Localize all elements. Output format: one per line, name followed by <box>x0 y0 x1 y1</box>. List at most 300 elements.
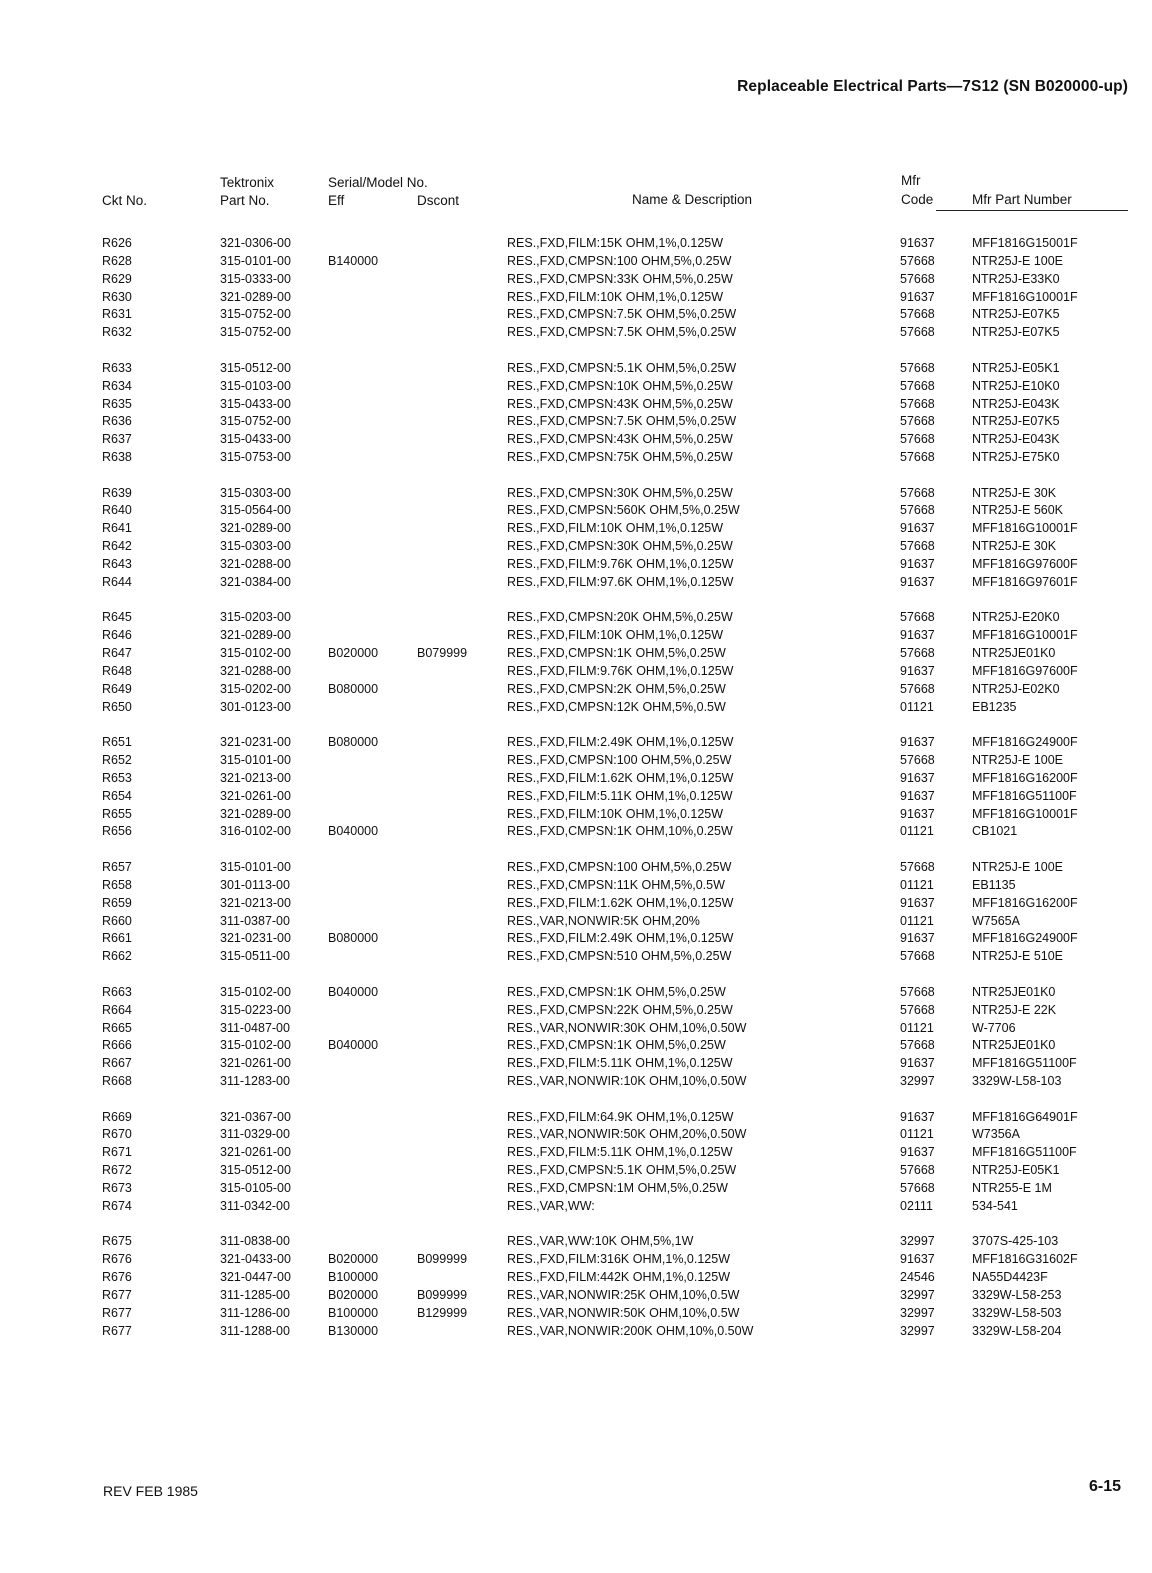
mfr-code: 57668 <box>900 307 935 322</box>
part-no: 321-0261-00 <box>220 1056 291 1071</box>
mfr-part-number: NTR25J-E33K0 <box>972 271 1060 286</box>
mfr-part-number: MFF1816G16200F <box>972 895 1078 910</box>
ckt-no: R633 <box>102 360 132 375</box>
ckt-no: R648 <box>102 663 132 678</box>
part-no: 311-1285-00 <box>220 1287 290 1302</box>
table-row <box>0 486 1152 504</box>
ckt-no: R628 <box>102 253 132 268</box>
part-no: 315-0103-00 <box>220 378 291 393</box>
table-row <box>0 682 1152 700</box>
mfr-part-number: MFF1816G51100F <box>972 1056 1077 1071</box>
ckt-no: R637 <box>102 432 132 447</box>
mfr-part-number: NA55D4423F <box>972 1270 1048 1285</box>
ckt-no: R662 <box>102 949 132 964</box>
serial-eff: B020000 <box>328 646 379 661</box>
mfr-part-number: MFF1816G51100F <box>972 1145 1077 1160</box>
mfr-part-number: NTR25J-E043K <box>972 396 1060 411</box>
mfr-part-number: NTR25J-E 100E <box>972 753 1064 768</box>
col-header-tektronix: Tektronix <box>220 175 275 190</box>
mfr-code: 32997 <box>900 1234 935 1249</box>
mfr-code: 57668 <box>900 539 935 554</box>
table-row <box>0 628 1152 646</box>
mfr-code: 57668 <box>900 325 935 340</box>
ckt-no: R645 <box>102 610 132 625</box>
mfr-code: 57668 <box>900 1002 935 1017</box>
table-row <box>0 254 1152 272</box>
mfr-part-number: NTR25JE01K0 <box>972 1038 1056 1053</box>
description: RES.,FXD,CMPSN:1K OHM,5%,0.25W <box>507 646 726 661</box>
ckt-no: R646 <box>102 628 132 643</box>
ckt-no: R671 <box>102 1145 132 1160</box>
serial-eff: B040000 <box>328 1038 379 1053</box>
mfr-part-number: MFF1816G10001F <box>972 521 1078 536</box>
description: RES.,FXD,CMPSN:75K OHM,5%,0.25W <box>507 450 733 465</box>
table-row <box>0 1074 1152 1092</box>
mfr-part-number: NTR25J-E07K5 <box>972 307 1060 322</box>
description: RES.,FXD,FILM:10K OHM,1%,0.125W <box>507 806 724 821</box>
table-row <box>0 789 1152 807</box>
mfr-part-number: W7565A <box>972 913 1020 928</box>
serial-eff: B100000 <box>328 1305 379 1320</box>
description: RES.,FXD,CMPSN:1K OHM,10%,0.25W <box>507 824 733 839</box>
description: RES.,FXD,CMPSN:5.1K OHM,5%,0.25W <box>507 360 737 375</box>
part-no: 321-0261-00 <box>220 1145 291 1160</box>
description: RES.,FXD,FILM:10K OHM,1%,0.125W <box>507 628 724 643</box>
mfr-code: 01121 <box>900 913 934 928</box>
ckt-no: R649 <box>102 681 132 696</box>
part-no: 321-0367-00 <box>220 1109 291 1124</box>
mfr-code: 57668 <box>900 610 935 625</box>
ckt-no: R669 <box>102 1109 132 1124</box>
serial-eff: B080000 <box>328 681 379 696</box>
table-row <box>0 450 1152 468</box>
description: RES.,FXD,CMPSN:22K OHM,5%,0.25W <box>507 1002 733 1017</box>
part-no: 315-0512-00 <box>220 1163 291 1178</box>
table-row <box>0 379 1152 397</box>
part-no: 315-0333-00 <box>220 271 291 286</box>
table-row <box>0 432 1152 450</box>
mfr-part-number: NTR25J-E 560K <box>972 503 1064 518</box>
part-no: 315-0752-00 <box>220 325 291 340</box>
ckt-no: R629 <box>102 271 132 286</box>
table-row <box>0 272 1152 290</box>
ckt-no: R667 <box>102 1056 132 1071</box>
mfr-code: 57668 <box>900 681 935 696</box>
description: RES.,FXD,FILM:1.62K OHM,1%,0.125W <box>507 895 734 910</box>
serial-eff: B040000 <box>328 984 379 999</box>
mfr-code: 57668 <box>900 1163 935 1178</box>
description: RES.,FXD,FILM:5.11K OHM,1%,0.125W <box>507 1056 733 1071</box>
ckt-no: R657 <box>102 860 132 874</box>
description: RES.,FXD,CMPSN:30K OHM,5%,0.25W <box>507 485 733 500</box>
part-no: 315-0102-00 <box>220 1038 291 1053</box>
ckt-no: R640 <box>102 503 132 518</box>
ckt-no: R650 <box>102 699 132 714</box>
ckt-no: R631 <box>102 307 132 322</box>
ckt-no: R653 <box>102 770 132 785</box>
mfr-code: 57668 <box>900 1038 935 1053</box>
mfr-part-number: NTR255-E 1M <box>972 1181 1052 1195</box>
serial-eff: B080000 <box>328 735 379 750</box>
table-row <box>0 1306 1152 1324</box>
mfr-code: 57668 <box>900 360 935 375</box>
description: RES.,FXD,CMPSN:100 OHM,5%,0.25W <box>507 753 732 768</box>
description: RES.,FXD,FILM:442K OHM,1%,0.125W <box>507 1270 730 1285</box>
description: RES.,FXD,CMPSN:43K OHM,5%,0.25W <box>507 432 733 447</box>
ckt-no: R638 <box>102 450 132 465</box>
page-number: 6-15 <box>1089 1478 1122 1495</box>
mfr-code: 57668 <box>900 485 935 500</box>
mfr-code: 57668 <box>900 414 935 429</box>
ckt-no: R652 <box>102 753 132 768</box>
table-row <box>0 1003 1152 1021</box>
mfr-code: 91637 <box>900 557 935 571</box>
ckt-no: R658 <box>102 877 132 892</box>
description: RES.,VAR,NONWIR:25K OHM,10%,0.5W <box>507 1287 740 1302</box>
mfr-code: 91637 <box>900 628 935 643</box>
col-header-dscont: Dscont <box>417 193 460 208</box>
mfr-code: 91637 <box>900 770 935 785</box>
mfr-code: 57668 <box>900 396 935 411</box>
table-row <box>0 1199 1152 1217</box>
mfr-code: 91637 <box>900 289 935 304</box>
mfr-code: 57668 <box>900 450 935 465</box>
ckt-no: R647 <box>102 646 132 661</box>
description: RES.,FXD,FILM:97.6K OHM,1%,0.125W <box>507 574 734 589</box>
description: RES.,VAR,NONWIR:200K OHM,10%,0.50W <box>507 1323 754 1338</box>
part-no: 315-0433-00 <box>220 432 291 447</box>
part-no: 311-0487-00 <box>220 1020 290 1035</box>
part-no: 315-0752-00 <box>220 414 291 429</box>
mfr-code: 57668 <box>900 271 935 286</box>
ckt-no: R651 <box>102 735 132 750</box>
ckt-no: R626 <box>102 236 132 250</box>
mfr-part-number: NTR25J-E 100E <box>972 860 1064 874</box>
description: RES.,VAR,NONWIR:5K OHM,20% <box>507 913 700 928</box>
serial-dscont: B079999 <box>417 646 468 661</box>
mfr-part-number: MFF1816G64901F <box>972 1109 1078 1124</box>
description: RES.,VAR,NONWIR:10K OHM,10%,0.50W <box>507 1074 747 1089</box>
mfr-part-number: 3329W-L58-204 <box>972 1323 1062 1338</box>
table-row <box>0 949 1152 967</box>
table-row <box>0 1163 1152 1181</box>
table-row <box>0 414 1152 432</box>
serial-dscont: B099999 <box>417 1287 468 1302</box>
mfr-code: 01121 <box>900 1127 934 1142</box>
part-no: 316-0102-00 <box>220 824 291 839</box>
part-no: 315-0303-00 <box>220 485 291 500</box>
mfr-part-number: NTR25J-E10K0 <box>972 378 1060 393</box>
part-no: 315-0101-00 <box>220 253 291 268</box>
mfr-part-number: NTR25JE01K0 <box>972 646 1056 661</box>
table-row <box>0 361 1152 379</box>
mfr-part-number: W7356A <box>972 1127 1020 1142</box>
ckt-no: R664 <box>102 1002 132 1017</box>
part-no: 321-0289-00 <box>220 289 291 304</box>
part-no: 315-0102-00 <box>220 984 291 999</box>
part-no: 321-0213-00 <box>220 770 291 785</box>
mfr-part-number: NTR25J-E07K5 <box>972 325 1060 340</box>
table-row <box>0 931 1152 949</box>
mfr-code: 57668 <box>900 984 935 999</box>
description: RES.,FXD,FILM:10K OHM,1%,0.125W <box>507 521 724 536</box>
mfr-part-number: NTR25J-E05K1 <box>972 360 1060 375</box>
table-row <box>0 1145 1152 1163</box>
mfr-part-number: EB1135 <box>972 877 1016 892</box>
serial-eff: B100000 <box>328 1270 379 1285</box>
mfr-part-number: MFF1816G10001F <box>972 628 1078 643</box>
part-no: 311-1288-00 <box>220 1323 290 1338</box>
description: RES.,FXD,CMPSN:20K OHM,5%,0.25W <box>507 610 733 625</box>
mfr-code: 91637 <box>900 236 935 250</box>
mfr-code: 57668 <box>900 753 935 768</box>
table-row <box>0 575 1152 593</box>
mfr-code: 01121 <box>900 699 934 714</box>
description: RES.,FXD,FILM:1.62K OHM,1%,0.125W <box>507 770 734 785</box>
ckt-no: R675 <box>102 1234 132 1249</box>
mfr-part-number: MFF1816G97600F <box>972 557 1078 571</box>
part-no: 321-0231-00 <box>220 931 291 946</box>
mfr-code: 91637 <box>900 806 935 821</box>
description: RES.,VAR,NONWIR:30K OHM,10%,0.50W <box>507 1020 747 1035</box>
table-row <box>0 914 1152 932</box>
table-row <box>0 1288 1152 1306</box>
table-row <box>0 1181 1152 1199</box>
mfr-part-number: MFF1816G10001F <box>972 289 1078 304</box>
serial-eff: B080000 <box>328 931 379 946</box>
description: RES.,FXD,FILM:2.49K OHM,1%,0.125W <box>507 931 734 946</box>
mfr-code: 32997 <box>900 1074 935 1089</box>
mfr-part-number: NTR25J-E05K1 <box>972 1163 1060 1178</box>
mfr-part-number: CB1021 <box>972 824 1018 839</box>
mfr-code: 02111 <box>900 1198 933 1213</box>
table-row <box>0 325 1152 343</box>
description: RES.,FXD,FILM:15K OHM,1%,0.125W <box>507 236 724 250</box>
mfr-part-number: MFF1816G15001F <box>972 236 1078 250</box>
table-row <box>0 236 1152 254</box>
table-row <box>0 539 1152 557</box>
table-row <box>0 307 1152 325</box>
mfr-code: 01121 <box>900 824 934 839</box>
table-row <box>0 771 1152 789</box>
mfr-part-number: NTR25J-E75K0 <box>972 450 1060 465</box>
mfr-code: 57668 <box>900 646 935 661</box>
description: RES.,VAR,NONWIR:50K OHM,10%,0.5W <box>507 1305 740 1320</box>
ckt-no: R668 <box>102 1074 132 1089</box>
description: RES.,FXD,FILM:9.76K OHM,1%,0.125W <box>507 557 734 571</box>
table-row <box>0 896 1152 914</box>
mfr-code: 32997 <box>900 1323 935 1338</box>
ckt-no: R632 <box>102 325 132 340</box>
part-no: 321-0447-00 <box>220 1270 291 1285</box>
description: RES.,FXD,CMPSN:43K OHM,5%,0.25W <box>507 396 733 411</box>
part-no: 315-0511-00 <box>220 949 290 964</box>
description: RES.,VAR,WW: <box>507 1198 595 1213</box>
part-no: 321-0231-00 <box>220 735 291 750</box>
part-no: 321-0289-00 <box>220 521 291 536</box>
table-row <box>0 1038 1152 1056</box>
table-row <box>0 860 1152 878</box>
description: RES.,FXD,CMPSN:1K OHM,5%,0.25W <box>507 984 726 999</box>
mfr-code: 57668 <box>900 860 935 874</box>
table-row <box>0 807 1152 825</box>
mfr-code: 24546 <box>900 1270 935 1285</box>
mfr-part-number: NTR25J-E20K0 <box>972 610 1060 625</box>
ckt-no: R630 <box>102 289 132 304</box>
ckt-no: R643 <box>102 557 132 571</box>
part-no: 301-0113-00 <box>220 877 290 892</box>
revision-date: REV FEB 1985 <box>103 1483 198 1499</box>
part-no: 315-0564-00 <box>220 503 291 518</box>
ckt-no: R659 <box>102 895 132 910</box>
ckt-no: R641 <box>102 521 132 536</box>
description: RES.,VAR,NONWIR:50K OHM,20%,0.50W <box>507 1127 747 1142</box>
mfr-part-number: 534-541 <box>972 1198 1018 1213</box>
part-no: 315-0223-00 <box>220 1002 291 1017</box>
part-no: 315-0102-00 <box>220 646 291 661</box>
part-no: 311-0387-00 <box>220 913 290 928</box>
table-row <box>0 610 1152 628</box>
part-no: 301-0123-00 <box>220 699 291 714</box>
page-title: Replaceable Electrical Parts—7S12 (SN B020000-up) <box>737 78 1128 95</box>
table-row <box>0 878 1152 896</box>
part-no: 321-0261-00 <box>220 788 291 803</box>
ckt-no: R661 <box>102 931 132 946</box>
table-row <box>0 664 1152 682</box>
mfr-part-number: MFF1816G16200F <box>972 770 1078 785</box>
part-no: 315-0303-00 <box>220 539 291 554</box>
mfr-part-number: 3707S-425-103 <box>972 1234 1059 1249</box>
serial-dscont: B099999 <box>417 1252 468 1267</box>
mfr-code: 57668 <box>900 432 935 447</box>
header-divider <box>936 210 1128 211</box>
table-row <box>0 700 1152 718</box>
description: RES.,FXD,CMPSN:1K OHM,5%,0.25W <box>507 1038 726 1053</box>
description: RES.,FXD,CMPSN:7.5K OHM,5%,0.25W <box>507 307 737 322</box>
col-header-name-description: Name & Description <box>632 192 753 207</box>
part-no: 311-1286-00 <box>220 1305 290 1320</box>
ckt-no: R677 <box>102 1323 132 1338</box>
mfr-code: 91637 <box>900 521 935 536</box>
ckt-no: R663 <box>102 984 132 999</box>
description: RES.,FXD,CMPSN:510 OHM,5%,0.25W <box>507 949 732 964</box>
table-row <box>0 985 1152 1003</box>
description: RES.,FXD,CMPSN:2K OHM,5%,0.25W <box>507 681 726 696</box>
part-no: 315-0752-00 <box>220 307 291 322</box>
ckt-no: R639 <box>102 485 132 500</box>
table-row <box>0 1056 1152 1074</box>
ckt-no: R656 <box>102 824 132 839</box>
part-no: 321-0288-00 <box>220 663 291 678</box>
mfr-code: 91637 <box>900 663 935 678</box>
ckt-no: R642 <box>102 539 132 554</box>
serial-eff: B130000 <box>328 1323 379 1338</box>
description: RES.,FXD,CMPSN:100 OHM,5%,0.25W <box>507 253 732 268</box>
mfr-part-number: NTR25J-E 30K <box>972 485 1057 500</box>
part-no: 311-1283-00 <box>220 1074 290 1089</box>
mfr-code: 91637 <box>900 1145 935 1160</box>
description: RES.,FXD,CMPSN:1M OHM,5%,0.25W <box>507 1181 728 1195</box>
description: RES.,FXD,CMPSN:11K OHM,5%,0.5W <box>507 877 725 892</box>
mfr-code: 01121 <box>900 1020 934 1035</box>
mfr-code: 91637 <box>900 895 935 910</box>
mfr-code: 57668 <box>900 253 935 268</box>
table-row <box>0 1110 1152 1128</box>
serial-eff: B040000 <box>328 824 379 839</box>
part-no: 321-0289-00 <box>220 806 291 821</box>
mfr-code: 91637 <box>900 931 935 946</box>
description: RES.,FXD,CMPSN:10K OHM,5%,0.25W <box>507 378 733 393</box>
table-row <box>0 290 1152 308</box>
part-no: 315-0105-00 <box>220 1181 291 1195</box>
ckt-no: R676 <box>102 1252 132 1267</box>
table-row <box>0 1127 1152 1145</box>
part-no: 321-0288-00 <box>220 557 291 571</box>
description: RES.,FXD,FILM:9.76K OHM,1%,0.125W <box>507 663 734 678</box>
mfr-code: 91637 <box>900 1056 935 1071</box>
col-header-serial-model: Serial/Model No. <box>328 175 428 190</box>
serial-dscont: B129999 <box>417 1305 468 1320</box>
mfr-code: 57668 <box>900 503 935 518</box>
description: RES.,FXD,CMPSN:7.5K OHM,5%,0.25W <box>507 414 737 429</box>
description: RES.,FXD,CMPSN:5.1K OHM,5%,0.25W <box>507 1163 737 1178</box>
mfr-code: 91637 <box>900 735 935 750</box>
mfr-part-number: NTR25J-E02K0 <box>972 681 1060 696</box>
mfr-part-number: 3329W-L58-253 <box>972 1287 1062 1302</box>
ckt-no: R673 <box>102 1181 132 1195</box>
col-header-code: Code <box>901 192 934 207</box>
mfr-part-number: EB1235 <box>972 699 1017 714</box>
mfr-code: 32997 <box>900 1287 935 1302</box>
mfr-part-number: NTR25JE01K0 <box>972 984 1056 999</box>
description: RES.,FXD,FILM:64.9K OHM,1%,0.125W <box>507 1109 734 1124</box>
part-no: 311-0838-00 <box>220 1234 290 1249</box>
mfr-part-number: MFF1816G97601F <box>972 574 1078 589</box>
table-row <box>0 1324 1152 1342</box>
ckt-no: R677 <box>102 1305 132 1320</box>
serial-eff: B020000 <box>328 1252 379 1267</box>
part-no: 315-0753-00 <box>220 450 291 465</box>
mfr-code: 57668 <box>900 378 935 393</box>
mfr-part-number: NTR25J-E 510E <box>972 949 1064 964</box>
table-row <box>0 397 1152 415</box>
mfr-part-number: NTR25J-E07K5 <box>972 414 1060 429</box>
mfr-part-number: MFF1816G24900F <box>972 735 1078 750</box>
mfr-part-number: NTR25J-E 100E <box>972 253 1064 268</box>
part-no: 321-0306-00 <box>220 236 291 250</box>
table-row <box>0 1252 1152 1270</box>
table-row <box>0 557 1152 575</box>
description: RES.,FXD,FILM:5.11K OHM,1%,0.125W <box>507 788 733 803</box>
mfr-part-number: MFF1816G10001F <box>972 806 1078 821</box>
part-no: 315-0202-00 <box>220 681 291 696</box>
description: RES.,FXD,FILM:5.11K OHM,1%,0.125W <box>507 1145 733 1160</box>
col-header-part-no: Part No. <box>220 193 270 208</box>
mfr-part-number: MFF1816G31602F <box>972 1252 1078 1267</box>
description: RES.,FXD,CMPSN:560K OHM,5%,0.25W <box>507 503 740 518</box>
ckt-no: R635 <box>102 396 132 411</box>
part-no: 321-0289-00 <box>220 628 291 643</box>
ckt-no: R655 <box>102 806 132 821</box>
part-no: 321-0213-00 <box>220 895 291 910</box>
table-row <box>0 1270 1152 1288</box>
ckt-no: R670 <box>102 1127 132 1142</box>
ckt-no: R677 <box>102 1287 132 1302</box>
mfr-part-number: MFF1816G24900F <box>972 931 1078 946</box>
ckt-no: R660 <box>102 913 132 928</box>
description: RES.,FXD,FILM:10K OHM,1%,0.125W <box>507 289 724 304</box>
table-row <box>0 1234 1152 1252</box>
